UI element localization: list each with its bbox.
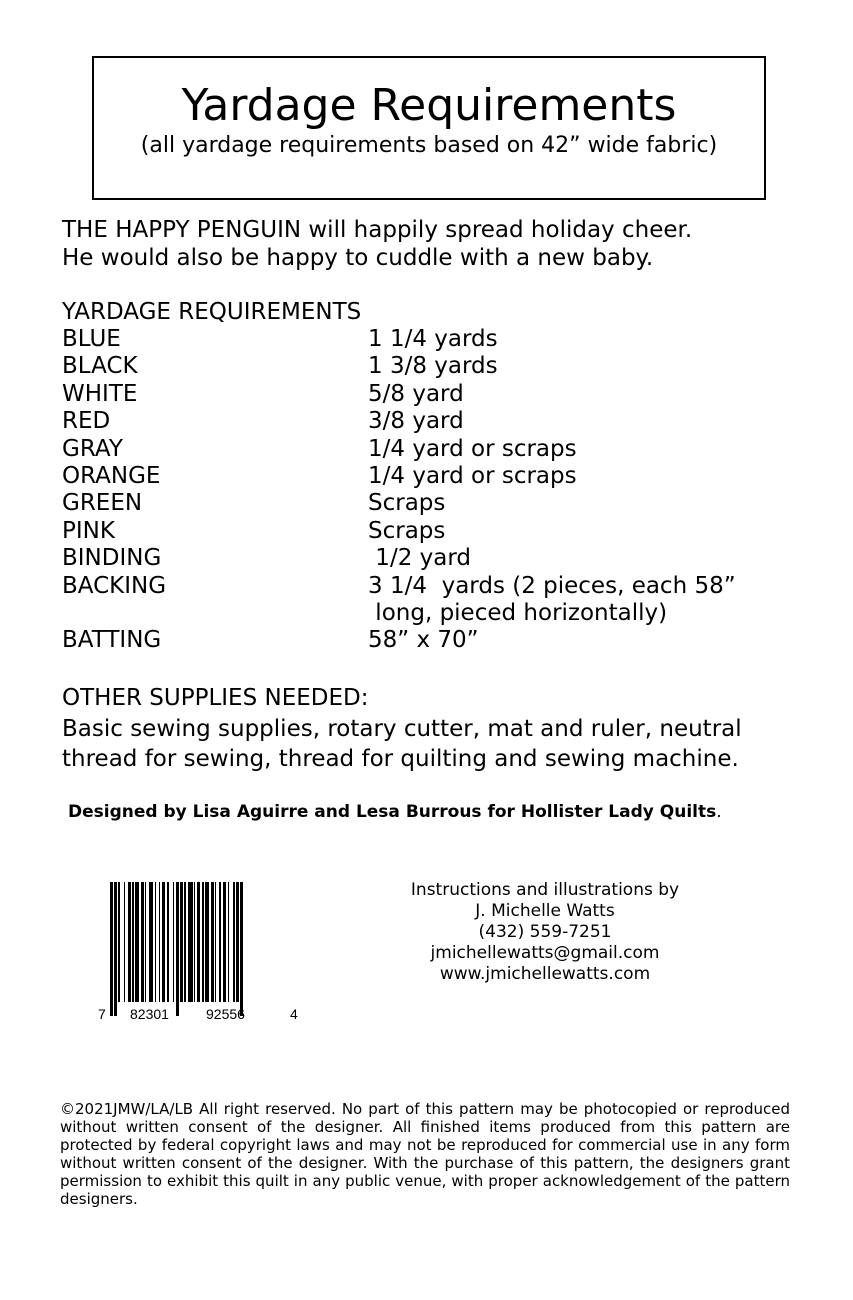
yardage-row [62, 408, 802, 435]
fabric-name: WHITE [62, 380, 138, 407]
fabric-amount: Scraps [368, 517, 446, 544]
fabric-name: BACKING [62, 572, 167, 599]
barcode-digit: 82301 [130, 1006, 169, 1022]
fabric-name: BLUE [62, 326, 121, 352]
supplies-line: thread for sewing, thread for quilting and sewing machine. [62, 746, 739, 772]
barcode-bar [173, 882, 174, 1002]
yardage-row [62, 545, 802, 572]
contact-phone: (432) 559-7251 [478, 922, 612, 942]
fabric-amount: 1 1/4 yards [368, 326, 498, 352]
barcode-bar [215, 882, 216, 1002]
barcode-bar [145, 882, 146, 1002]
yardage-row [62, 627, 802, 654]
barcode-bar [240, 882, 243, 1016]
barcode-bar [167, 882, 168, 1002]
contact-email: jmichellewatts@gmail.com [430, 943, 660, 963]
barcode-bar [211, 882, 214, 1002]
page-title: Yardage Requirements [181, 80, 677, 131]
yardage-row [62, 436, 802, 463]
fabric-amount: 5/8 yard [368, 380, 464, 407]
barcode-bar [197, 882, 200, 1002]
intro-line: THE HAPPY PENGUIN will happily spread holiday cheer. [62, 217, 693, 243]
yardage-row [62, 463, 802, 490]
contact-info [380, 880, 710, 985]
yardage-row [62, 381, 802, 408]
fabric-amount: long, pieced horizontally) [368, 599, 668, 626]
title-box [92, 56, 766, 200]
barcode-bar [219, 882, 220, 1002]
barcode-bar [118, 882, 119, 1002]
yardage-list [62, 326, 802, 655]
barcode-bar [228, 882, 229, 1002]
intro-text [62, 216, 692, 272]
copyright-notice: ©2021JMW/LA/LB All right reserved. No part of this pattern may be photocopied or reproduced without written consent of the designer. All finished items produced from this pattern are protected by federal copyright laws and may not be reproduced for commercial use in any form without written consent of the designer. With the purchase of this pattern, the designers grant permission to exhibit this quilt in any public venue, with proper acknowledgement of the pattern designers. [60, 1100, 790, 1208]
barcode-digit: 4 [290, 1006, 298, 1022]
yardage-row [62, 600, 802, 627]
barcode-bar [205, 882, 209, 1002]
supplies-line: Basic sewing supplies, rotary cutter, mat and ruler, neutral [62, 716, 742, 742]
page-subtitle: (all yardage requirements based on 42” wide fabric) [140, 133, 718, 158]
barcode-digit: 7 [98, 1006, 106, 1022]
barcode-bar [162, 882, 165, 1002]
yardage-row [62, 573, 802, 600]
barcode-bar [236, 882, 239, 1002]
barcode-digit: 92556 [206, 1006, 245, 1022]
yardage-row [62, 490, 802, 517]
fabric-name: BLACK [62, 353, 138, 380]
barcode-bar [114, 882, 117, 1016]
barcode-bar [135, 882, 139, 1002]
barcode-bar [141, 882, 144, 1002]
contact-website: www.jmichellewatts.com [439, 964, 651, 984]
barcode-bar [202, 882, 203, 1002]
barcode-bar [184, 882, 185, 1002]
contact-intro: Instructions and illustrations by [410, 880, 680, 900]
supplies-heading: OTHER SUPPLIES NEEDED: [62, 685, 369, 711]
barcode-bar [155, 882, 156, 1002]
credit-period: . [716, 802, 722, 822]
barcode [98, 882, 298, 1030]
barcode-bar [110, 882, 113, 1016]
fabric-amount: 1 3/8 yards [368, 353, 498, 380]
fabric-name: GRAY [62, 435, 123, 462]
fabric-amount: 3 1/4 yards (2 pieces, each 58” [368, 572, 736, 599]
fabric-amount: Scraps [368, 490, 446, 517]
fabric-amount: 1/4 yard or scraps [368, 435, 577, 462]
barcode-bar [194, 882, 195, 1002]
barcode-bar [233, 882, 234, 1002]
fabric-amount: 1/2 yard [368, 545, 471, 572]
fabric-name: BINDING [62, 545, 162, 572]
designer-credit [68, 802, 722, 822]
contact-name: J. Michelle Watts [475, 901, 615, 921]
credit-text: Designed by Lisa Aguirre and Lesa Burrous for Hollister Lady Quilts [68, 802, 717, 822]
yardage-heading: YARDAGE REQUIREMENTS [62, 299, 362, 325]
fabric-name: PINK [62, 517, 115, 544]
barcode-bars [110, 882, 286, 1002]
fabric-name: RED [62, 408, 111, 435]
fabric-name: BATTING [62, 627, 162, 654]
fabric-amount: 1/4 yard or scraps [368, 462, 577, 489]
barcode-bar [176, 882, 179, 1016]
fabric-amount: 3/8 yard [368, 408, 464, 435]
barcode-bar [223, 882, 226, 1002]
barcode-bar [180, 882, 183, 1002]
barcode-bar [149, 882, 153, 1002]
barcode-bar [188, 882, 192, 1002]
barcode-bar [132, 882, 133, 1002]
barcode-bar [124, 882, 125, 1002]
fabric-amount: 58” x 70” [368, 627, 479, 654]
fabric-name: GREEN [62, 490, 143, 517]
fabric-name: ORANGE [62, 462, 161, 489]
yardage-row [62, 518, 802, 545]
yardage-row [62, 353, 802, 380]
supplies-text [62, 714, 802, 774]
barcode-bar [159, 882, 160, 1002]
intro-line: He would also be happy to cuddle with a new baby. [62, 245, 654, 271]
barcode-bar [128, 882, 131, 1002]
yardage-row [62, 326, 802, 353]
